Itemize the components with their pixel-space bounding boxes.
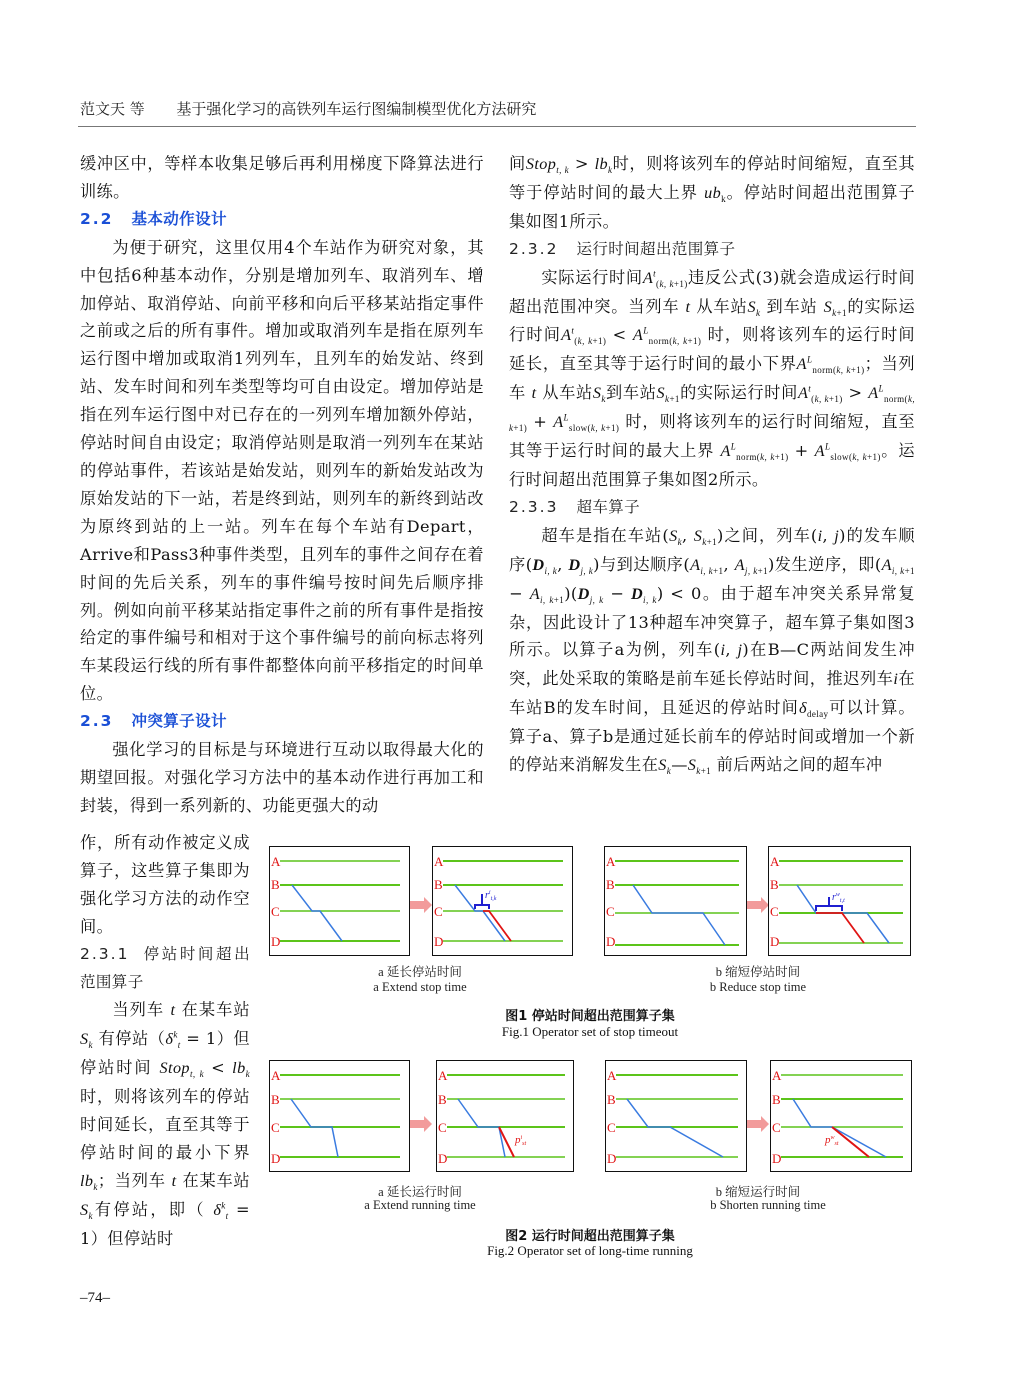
svg-text:A: A (434, 854, 444, 869)
running-header (80, 98, 915, 119)
fig1-a-after-diagram (432, 846, 573, 956)
fig2-b-before-diagram (605, 1060, 747, 1172)
section-heading-2-3: 2.3 冲突算子设计 (80, 712, 227, 731)
svg-text:A: A (770, 854, 780, 869)
svg-text:A: A (271, 854, 281, 869)
paragraph: 实际运行时间$A^t_{(k, k+1)}$违反公式(3)就会造成运行时间超出范围冲突。当列车 t 从车站$S_k$ 到车站 $S_{k+1}$的实际运行时间$A^t_{(k, k+1)} < A^L_{norm(k, k+1)}$ 时，则将该列车的运行时间延长，直至其等于运行时间的最小下界$A^L_{norm(k, k+1)}$；当列车 t 从车站$S_k$到车站$S_{k+1}$的实际运行时间$A^t_{(k, k+1)} > A^L_{norm(k, k+1)} + A^L_{slow(k, k+1)}$ 时，则将该列车的运行时间缩短，直至其等于运行时间的最大上界 $A^L_{norm(k, k+1)} + A^L_{slow(k, k+1)}$。运行时间超出范围算子集如图2所示。 (509, 267, 916, 489)
fig1-b-after-diagram (768, 846, 911, 956)
paragraph: 作，所有动作被定义成算子，这些算子集即为强化学习方法的动作空间。 (80, 833, 250, 936)
arrow-icon (747, 1116, 769, 1132)
header-rule (78, 126, 916, 127)
section-heading-2-2: 2.2 基本动作设计 (80, 209, 227, 228)
arrow-icon (747, 897, 769, 913)
svg-text:D: D (434, 934, 444, 949)
fig2-a-caption-en: a Extend running time (364, 1198, 476, 1212)
fig2-a-after-diagram (436, 1060, 574, 1172)
svg-text:A: A (607, 1068, 617, 1083)
right-column (509, 150, 915, 780)
fig2-title-cn: 图2 运行时间超出范围算子集 (505, 1229, 675, 1244)
fig2-a-caption-cn: a 延长运行时间 (378, 1185, 462, 1199)
svg-text:B: B (271, 1092, 280, 1107)
fig1-b-caption-cn: b 缩短停站时间 (715, 965, 801, 979)
svg-text:D: D (607, 1151, 617, 1166)
svg-text:rwt,t: $r^w_{t,t}$ (832, 892, 845, 904)
svg-text:C: C (271, 1120, 280, 1135)
fig1-a-caption-en: a Extend stop time (373, 980, 467, 994)
svg-text:B: B (271, 877, 280, 892)
fig1-b-before-diagram (604, 846, 747, 956)
section-heading-2-3-1: 2.3.1 停站时间超出范围算子 (80, 944, 250, 991)
header-title: 基于强化学习的高铁列车运行图编制模型优化方法研究 (176, 100, 537, 118)
fig1-a-caption-cn: a 延长停站时间 (378, 965, 462, 979)
svg-text:pwst: $p^w_{st}$ (825, 1134, 839, 1147)
arrow-icon (410, 897, 432, 913)
fig2-b-after-diagram (770, 1060, 912, 1172)
paragraph: 缓冲区中，等样本收集足够后再利用梯度下降算法进行训练。 (80, 154, 484, 201)
svg-text:C: C (271, 904, 280, 919)
left-column-narrow (80, 829, 250, 1253)
svg-text:C: C (606, 904, 615, 919)
svg-text:D: D (770, 934, 780, 949)
svg-text:C: C (438, 1120, 447, 1135)
page-number: –74– (80, 1290, 110, 1306)
fig2-a-before-diagram (269, 1060, 410, 1172)
section-heading-2-3-3: 2.3.3 超车算子 (509, 497, 641, 516)
paragraph: 间Stop$_{t, k}$ > $lb_k$时，则将该列车的停站时间缩短，直至其等于停站时间的最大上界 $ub_k$。停站时间超出范围算子集如图1所示。 (509, 154, 916, 231)
header-authors: 范文天 等 (80, 100, 145, 118)
left-column (80, 150, 484, 820)
section-heading-2-3-2: 2.3.2 运行时间超出范围算子 (509, 239, 736, 258)
svg-text:C: C (770, 904, 779, 919)
fig1-title-cn: 图1 停站时间超出范围算子集 (505, 1009, 675, 1024)
fig1-b-caption-en: b Reduce stop time (709, 980, 807, 994)
svg-text:A: A (772, 1068, 782, 1083)
paragraph: 当列车 t 在某车站 $S_k$ 有停站$(\delta^k_t = 1)$但停站时间 Stop$_{t, k}$ < $lb_k$时，则将该列车的停站时间延长，直至其等于停站时间的最小下界 $lb_k$；当列车 t 在某车站$S_k$有停站，即（ $\delta^k_t = 1$）但停站时 (80, 1000, 251, 1248)
svg-text:B: B (434, 877, 443, 892)
svg-text:B: B (606, 877, 615, 892)
fig2-b-caption-cn: b 缩短运行时间 (715, 1185, 801, 1199)
fig2-b-caption-en: b Shorten running time (710, 1198, 826, 1212)
paragraph: 超车是指在车站($S_k$, $S_{k+1}$)之间，列车(i, j)的发车顺序($D_{i, k}$, $D_{j, k}$)与到达顺序($A_{i, k+1}$, $A_{j, k+1}$)发生逆序，即$(A_{i, k+1} - A_{i, k+1})(D_{j, k} - D_{i, k}) < 0$。由于超车冲突关系异常复杂，因此设计了13种超车冲突算子，超车算子集如图3所示。以算子a为例，列车(i, j)在B—C两站间发生冲突，此处采取的策略是前车延长停站时间，推迟列车i在车站B的发车时间，且延迟的停站时间$\delta_{delay}$可以计算。算子a、算子b是通过延长前车的停站时间或增加一个新的停站来消解发生在$S_k—S_{k+1}$ 前后两站之间的超车冲 (509, 525, 915, 777)
svg-text:B: B (770, 877, 779, 892)
svg-text:rit,k: $r^i_{t,k}$ (485, 890, 497, 902)
fig1-a-before-diagram (269, 846, 410, 956)
svg-text:C: C (772, 1120, 781, 1135)
svg-text:B: B (438, 1092, 447, 1107)
svg-text:B: B (772, 1092, 781, 1107)
svg-text:A: A (438, 1068, 448, 1083)
svg-text:D: D (438, 1151, 448, 1166)
svg-text:A: A (271, 1068, 281, 1083)
arrow-icon (410, 1116, 432, 1132)
fig2-title-en: Fig.2 Operator set of long-time running (487, 1243, 693, 1258)
fig1-title-en: Fig.1 Operator set of stop timeout (501, 1024, 679, 1039)
svg-text:B: B (607, 1092, 616, 1107)
svg-text:C: C (434, 904, 443, 919)
svg-text:D: D (772, 1151, 782, 1166)
svg-text:D: D (271, 934, 281, 949)
svg-text:A: A (606, 854, 616, 869)
svg-text:pist: $p^i_{st}$ (515, 1134, 527, 1147)
svg-text:D: D (606, 934, 616, 949)
paragraph: 为便于研究，这里仅用4个车站作为研究对象，其中包括6种基本动作，分别是增加列车、取消列车、增加停站、取消停站、向前平移和向后平移某站指定事件之前或之后的所有事件。增加或取消列车是指在原列车运行图中增加或取消1列列车，且列车的始发站、终到站、发车时间和列车类型等均可自由设定。增加停站是指在列车运行图中对已存在的一列列车增加额外停站，停站时间自由设定；取消停站则是取消一列列车在某站的停站事件，若该站是始发站，则列车的新始发站改为原始发站的下一站，若是终到站，则列车的新终到站改为原终到站的上一站。列车在每个车站有Depart，Arrive和Pass3种事件类型，且列车的事件之间存在着时间的先后关系，列车的事件编号按时间先后顺序排列。例如向前平移某站指定事件之前的所有事件是指按给定的事件编号和相对于这个事件编号的前向标志将列车某段运行线的所有事件都整体向前平移指定的时间单位。 (80, 237, 484, 704)
svg-text:C: C (607, 1120, 616, 1135)
paragraph: 强化学习的目标是与环境进行互动以取得最大化的期望回报。对强化学习方法中的基本动作进行再加工和封装，得到一系列新的、功能更强大的动 (80, 740, 484, 815)
svg-text:D: D (271, 1151, 281, 1166)
